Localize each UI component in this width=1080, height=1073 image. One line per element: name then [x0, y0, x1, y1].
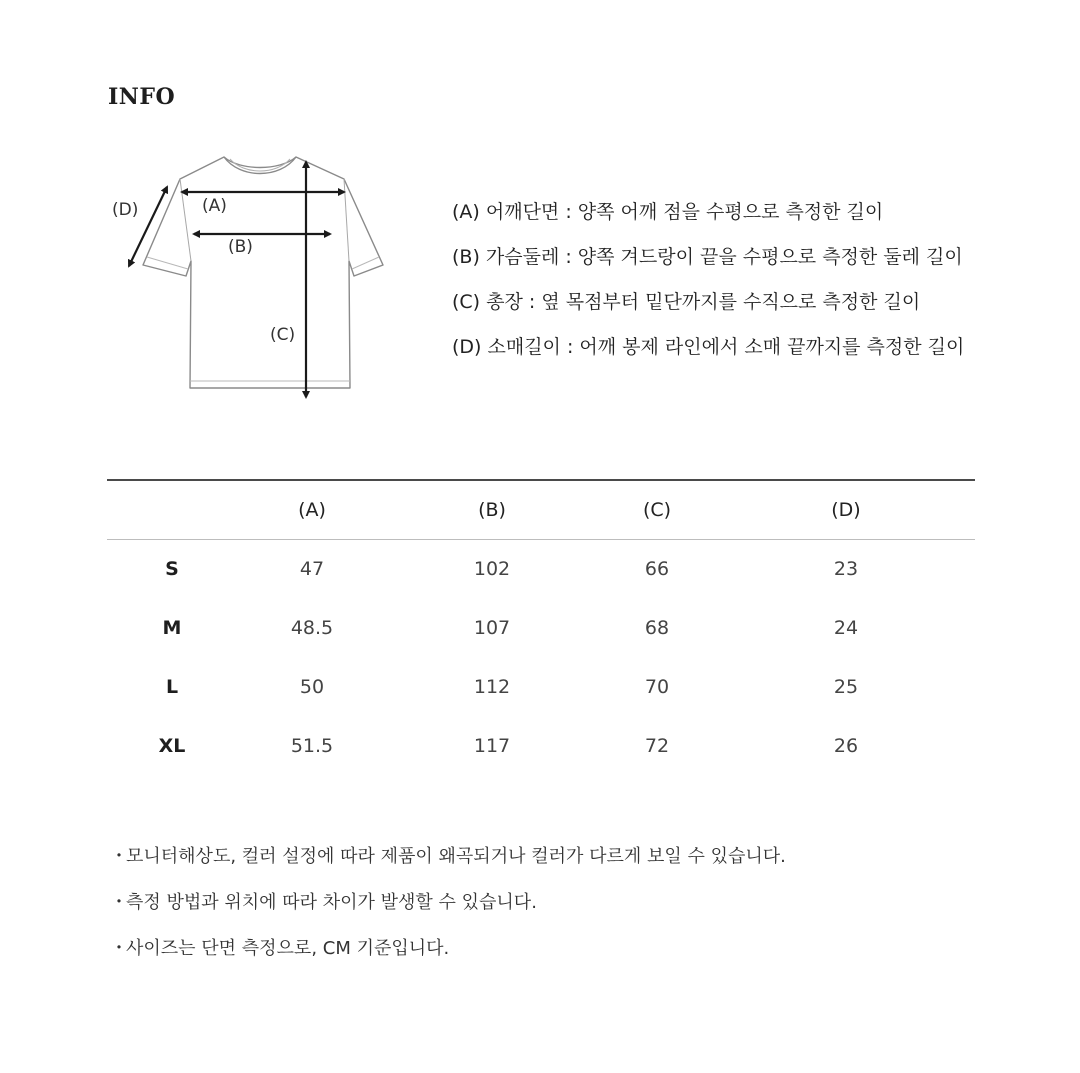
size-cell: L [165, 675, 179, 698]
table-row [107, 716, 975, 775]
header-d: (D) [717, 480, 975, 539]
value-cell: 72 [644, 734, 670, 757]
table-header-row [107, 480, 975, 539]
value-cell: 47 [299, 557, 325, 580]
value-cell: 50 [299, 675, 325, 698]
legend-item-c: (C) 총장 : 옆 목점부터 밑단까지를 수직으로 측정한 길이 [452, 291, 921, 313]
value-cell: 112 [473, 675, 511, 698]
value-cell: 25 [833, 675, 859, 698]
header-a: (A) [237, 480, 387, 539]
value-cell: 70 [644, 675, 670, 698]
value-cell: 117 [473, 734, 511, 757]
notes-list [110, 840, 786, 978]
table-row [107, 598, 975, 657]
tshirt-measurement-diagram [100, 145, 400, 415]
diagram-label-d: (D) [112, 200, 139, 220]
diagram-label-b: (B) [228, 237, 253, 257]
diagram-label-c: (C) [270, 325, 296, 345]
bullet-icon: ・ [110, 938, 128, 959]
value-cell: 102 [473, 557, 511, 580]
legend-item-a: (A) 어깨단면 : 양쪽 어깨 점을 수평으로 측정한 길이 [452, 201, 884, 223]
header-b: (B) [387, 480, 597, 539]
note-text: 측정 방법과 위치에 따라 차이가 발생할 수 있습니다. [126, 892, 537, 913]
header-size [107, 480, 237, 539]
value-cell: 23 [833, 557, 859, 580]
legend-item-d: (D) 소매길이 : 어깨 봉제 라인에서 소매 끝까지를 측정한 길이 [452, 336, 965, 358]
note-item [110, 886, 786, 932]
note-item [110, 840, 786, 886]
note-text: 사이즈는 단면 측정으로, CM 기준입니다. [126, 938, 450, 959]
table-row [107, 539, 975, 598]
measurement-legend [452, 197, 1052, 377]
page-title: INFO [108, 84, 176, 110]
bullet-icon: ・ [110, 846, 128, 867]
size-cell: M [162, 616, 182, 639]
bullet-icon: ・ [110, 892, 128, 913]
table-row [107, 657, 975, 716]
tshirt-outline-icon [100, 145, 400, 415]
value-cell: 68 [644, 616, 670, 639]
header-c: (C) [597, 480, 717, 539]
value-cell: 66 [644, 557, 670, 580]
size-cell: S [165, 557, 179, 580]
legend-item-b: (B) 가슴둘레 : 양쪽 겨드랑이 끝을 수평으로 측정한 둘레 길이 [452, 246, 963, 268]
value-cell: 51.5 [290, 734, 334, 757]
note-item [110, 932, 786, 978]
value-cell: 107 [473, 616, 511, 639]
note-text: 모니터해상도, 컬러 설정에 따라 제품이 왜곡되거나 컬러가 다르게 보일 수 있습니다. [126, 846, 786, 867]
size-table [107, 479, 975, 775]
value-cell: 24 [833, 616, 859, 639]
diagram-label-a: (A) [202, 196, 227, 216]
value-cell: 48.5 [290, 616, 334, 639]
size-cell: XL [158, 734, 186, 757]
value-cell: 26 [833, 734, 859, 757]
